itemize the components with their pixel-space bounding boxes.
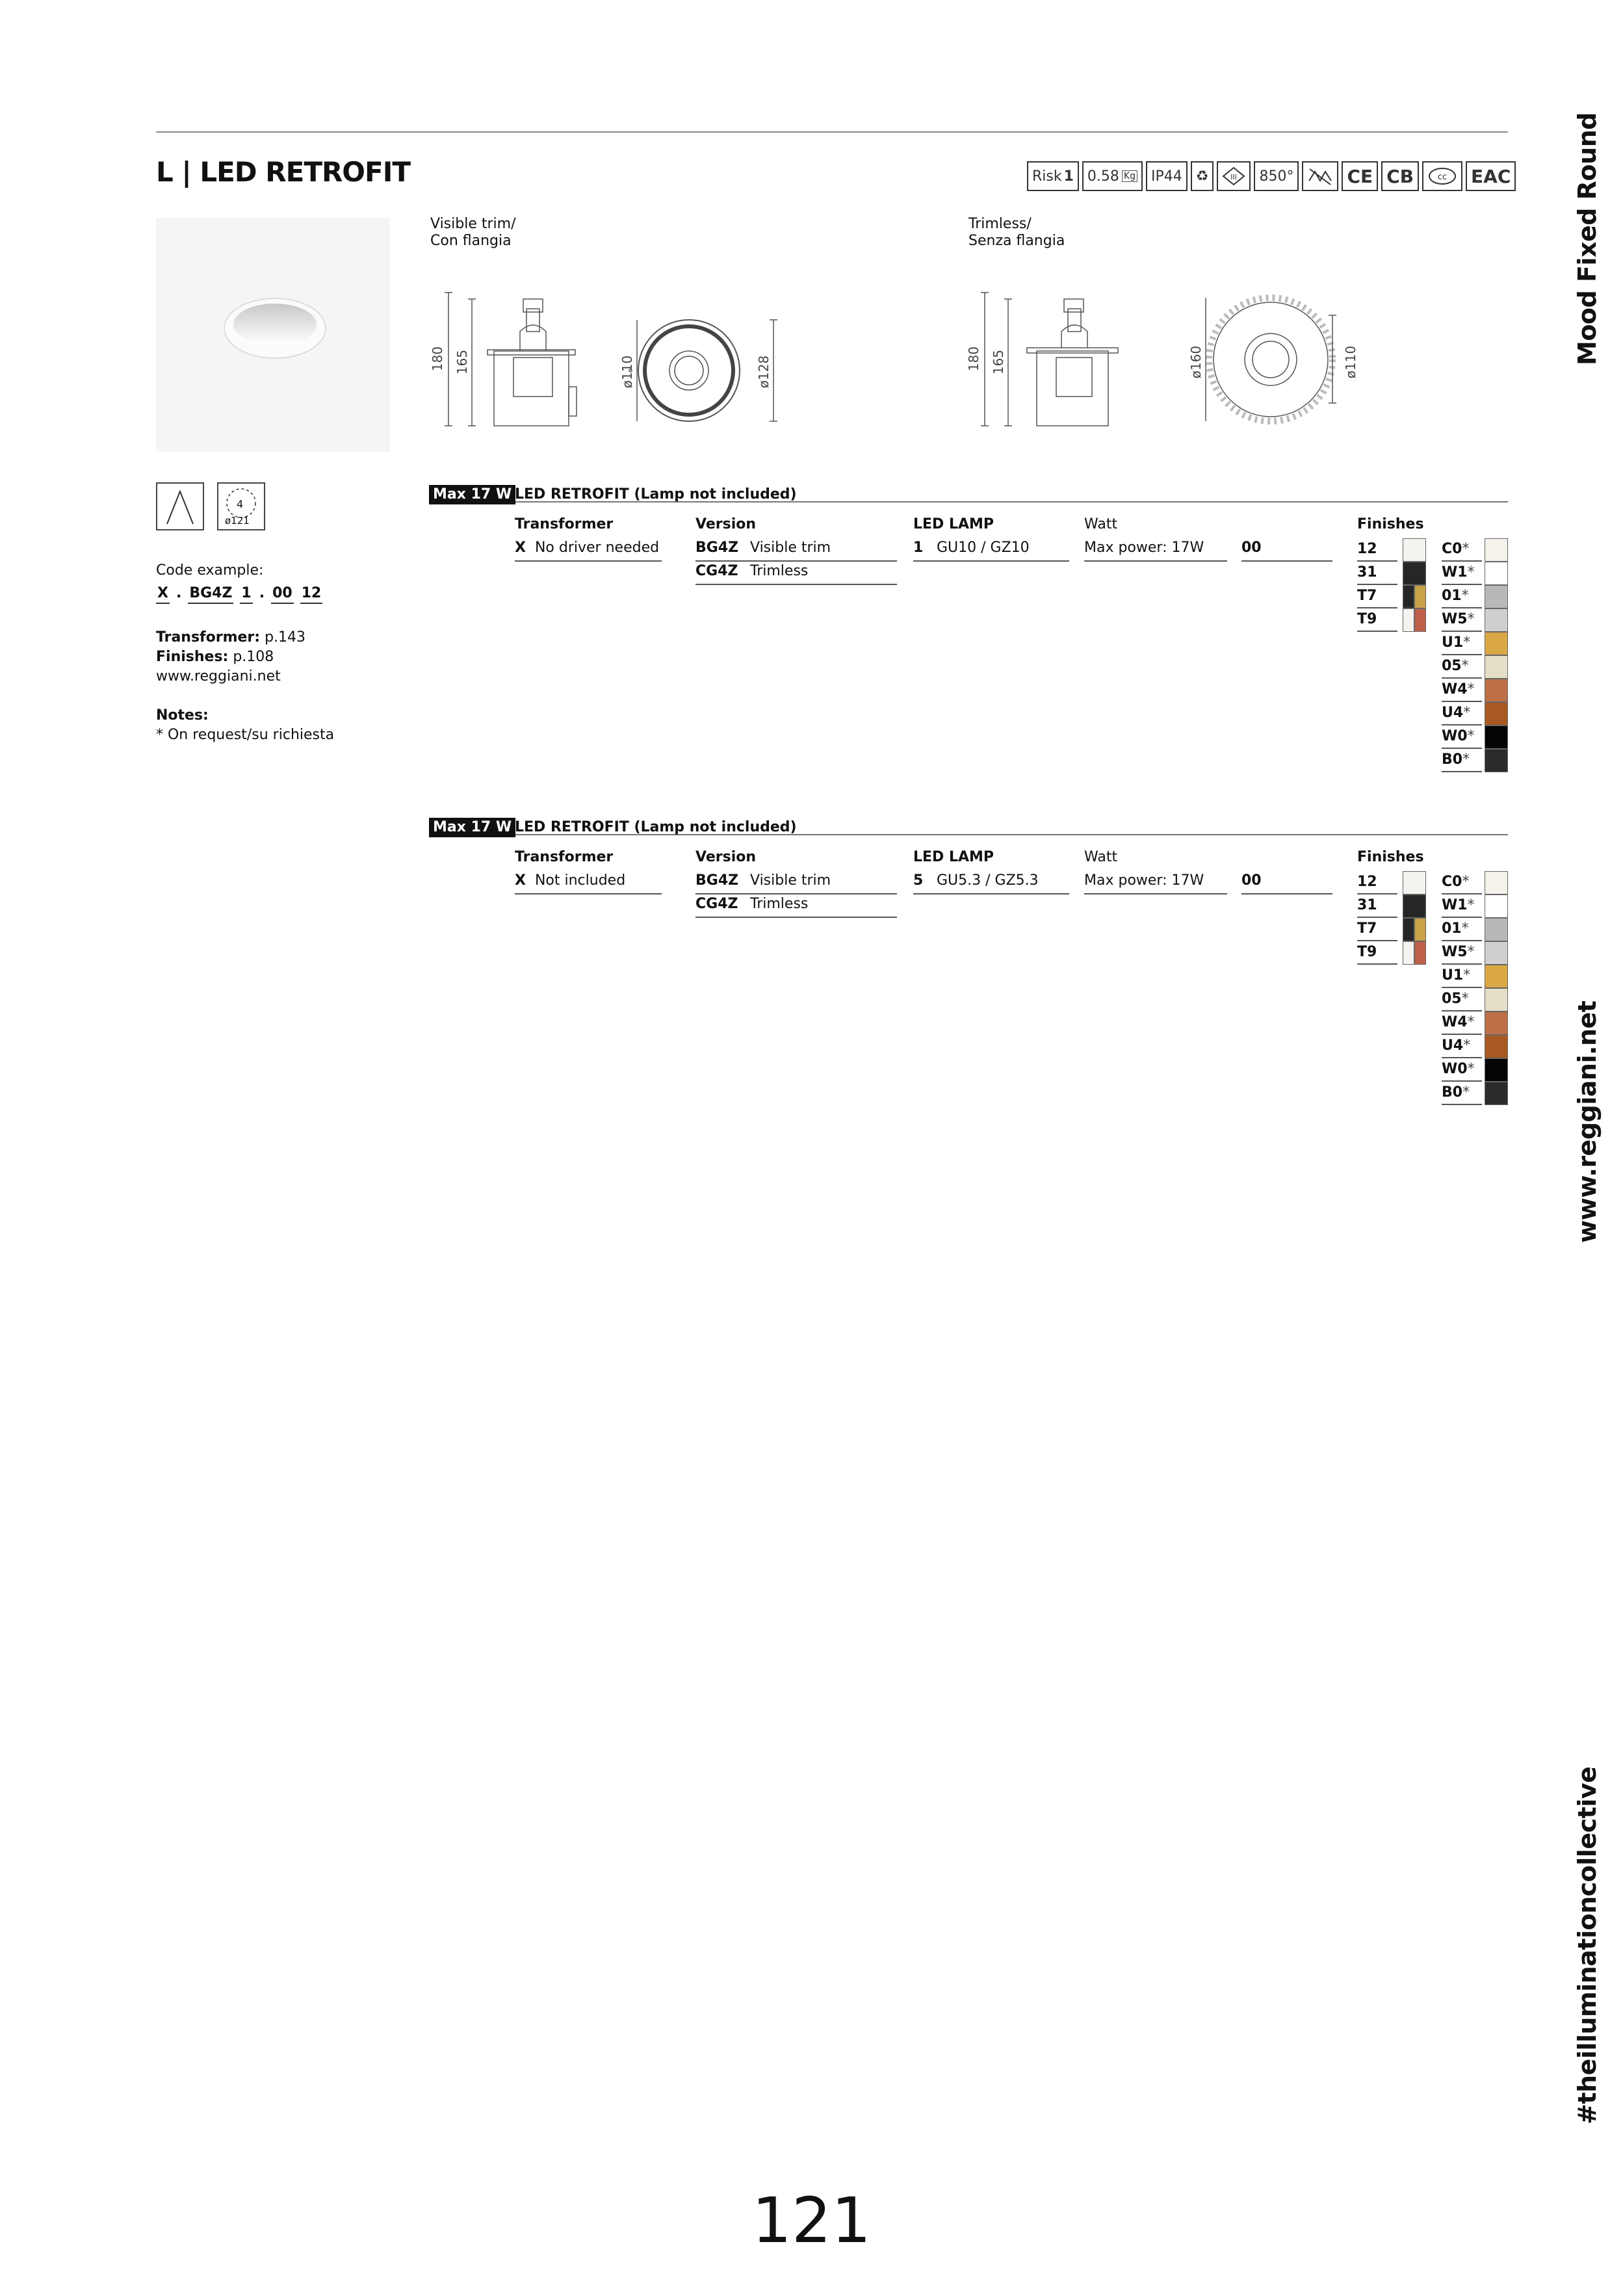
finish-code[interactable]: W1* bbox=[1442, 894, 1482, 918]
finish-code[interactable]: 31 bbox=[1357, 894, 1397, 918]
header-version: Version bbox=[695, 849, 757, 865]
cutout-icon bbox=[217, 482, 265, 530]
dim-height-180: 180 bbox=[430, 346, 446, 372]
finish-code[interactable]: 12 bbox=[1357, 871, 1397, 894]
risk-badge bbox=[1027, 161, 1079, 191]
header-finishes: Finishes bbox=[1357, 516, 1424, 532]
optic-option[interactable]: 00 bbox=[1241, 871, 1332, 894]
code-part-finish: 12 bbox=[300, 585, 323, 604]
finish-swatch bbox=[1485, 965, 1508, 988]
finish-code[interactable]: U1* bbox=[1442, 965, 1482, 988]
finish-code[interactable]: T9 bbox=[1357, 608, 1397, 632]
finish-swatch bbox=[1485, 894, 1508, 918]
beam-angle-icon bbox=[156, 482, 204, 530]
dim-height-165: 165 bbox=[454, 349, 471, 375]
code-part-version: BG4Z bbox=[188, 585, 233, 604]
product-table-1 bbox=[429, 480, 1508, 792]
section-title: LED RETROFIT (Lamp not included) bbox=[515, 819, 797, 835]
header-watt: Watt bbox=[1084, 516, 1118, 532]
risk-value: 1 bbox=[1063, 168, 1074, 185]
drawing-trimless bbox=[959, 280, 1375, 436]
finish-swatch bbox=[1403, 538, 1426, 562]
optic-option[interactable]: 00 bbox=[1241, 538, 1332, 562]
max-watt-badge: Max 17 W bbox=[429, 485, 515, 504]
header-led-lamp: LED LAMP bbox=[913, 516, 994, 532]
finish-swatch bbox=[1485, 562, 1508, 585]
risk-label: Risk bbox=[1032, 168, 1062, 185]
finish-code[interactable]: T7 bbox=[1357, 585, 1397, 608]
dim-height-165-b: 165 bbox=[991, 349, 1007, 375]
watt-value: Max power: 17W bbox=[1084, 871, 1227, 894]
finish-code[interactable]: W5* bbox=[1442, 941, 1482, 965]
finish-swatch bbox=[1485, 725, 1508, 749]
finishes-ref: Finishes: p.108 bbox=[156, 649, 274, 665]
site-vertical[interactable]: www.reggiani.net bbox=[1573, 1000, 1602, 1243]
recycle-icon: ♻ bbox=[1191, 161, 1214, 191]
dim-diameter-110: ø110 bbox=[619, 355, 636, 389]
finish-swatch bbox=[1485, 749, 1508, 772]
svg-text:III: III bbox=[1230, 173, 1238, 181]
ce-mark: CE bbox=[1342, 161, 1378, 191]
finish-swatch bbox=[1485, 702, 1508, 725]
finish-swatch bbox=[1485, 632, 1508, 655]
finish-swatch bbox=[1485, 608, 1508, 632]
version-option[interactable]: BG4Z Visible trim bbox=[695, 538, 897, 562]
cculus-icon bbox=[1422, 161, 1462, 191]
header-version: Version bbox=[695, 516, 757, 532]
finish-swatch bbox=[1403, 585, 1414, 608]
code-part-lamp: 1 bbox=[240, 585, 252, 604]
finish-swatch bbox=[1485, 1058, 1508, 1082]
top-rule bbox=[156, 131, 1508, 133]
section-title: LED RETROFIT (Lamp not included) bbox=[515, 486, 797, 502]
watt-value: Max power: 17W bbox=[1084, 538, 1227, 562]
code-example bbox=[156, 585, 322, 604]
page-number: 121 bbox=[751, 2184, 872, 2257]
transformer-ref: Transformer: p.143 bbox=[156, 629, 306, 646]
finish-code[interactable]: 05* bbox=[1442, 988, 1482, 1011]
notes-text: * On request/su richiesta bbox=[156, 727, 335, 743]
finish-code[interactable]: C0* bbox=[1442, 871, 1482, 894]
website-link[interactable]: www.reggiani.net bbox=[156, 668, 281, 685]
header-transformer: Transformer bbox=[515, 516, 614, 532]
weight-unit: Kg bbox=[1122, 170, 1137, 182]
header-led-lamp: LED LAMP bbox=[913, 849, 994, 865]
finish-code[interactable]: W1* bbox=[1442, 562, 1482, 585]
temperature-badge: 850° bbox=[1254, 161, 1299, 191]
finish-code[interactable]: W0* bbox=[1442, 1058, 1482, 1082]
finish-swatch bbox=[1403, 871, 1426, 894]
finish-swatch bbox=[1485, 679, 1508, 702]
code-dot: . bbox=[259, 585, 265, 601]
no-insulation-icon bbox=[1302, 161, 1338, 191]
header-watt: Watt bbox=[1084, 849, 1118, 865]
visible-trim-label: Visible trim/ Con flangia bbox=[430, 216, 516, 249]
code-dot: . bbox=[175, 585, 182, 601]
dim-diameter-128: ø128 bbox=[756, 355, 772, 389]
page-title: L | LED RETROFIT bbox=[156, 156, 410, 188]
certification-strip bbox=[1027, 161, 1516, 191]
finish-code[interactable]: W4* bbox=[1442, 1011, 1482, 1035]
finish-swatch bbox=[1485, 1011, 1508, 1035]
finish-code[interactable]: C0* bbox=[1442, 538, 1482, 562]
cb-mark: CB bbox=[1381, 161, 1419, 191]
weight-badge bbox=[1082, 161, 1143, 191]
finish-code[interactable]: T9 bbox=[1357, 941, 1397, 965]
finish-swatch-accent bbox=[1414, 918, 1426, 941]
finish-code[interactable]: 12 bbox=[1357, 538, 1397, 562]
finish-code[interactable]: W4* bbox=[1442, 679, 1482, 702]
finish-code[interactable]: T7 bbox=[1357, 918, 1397, 941]
finish-swatch bbox=[1403, 894, 1426, 918]
drawing-visible-trim bbox=[422, 280, 812, 436]
finish-code[interactable]: U4* bbox=[1442, 702, 1482, 725]
finish-swatch bbox=[1485, 1082, 1508, 1105]
finish-code[interactable]: U1* bbox=[1442, 632, 1482, 655]
notes-label: Notes: bbox=[156, 707, 209, 724]
dim-diameter-160: ø160 bbox=[1188, 345, 1204, 379]
finish-code[interactable]: B0* bbox=[1442, 749, 1482, 772]
lamp-option[interactable]: 1 GU10 / GZ10 bbox=[913, 538, 1069, 562]
product-photo bbox=[156, 218, 390, 452]
eac-mark: EAC bbox=[1466, 161, 1516, 191]
transformer-option[interactable]: X Not included bbox=[515, 871, 662, 894]
hashtag-vertical: #theilluminationcollective bbox=[1573, 1766, 1602, 2124]
ip-badge: IP44 bbox=[1146, 161, 1188, 191]
finish-code[interactable]: W0* bbox=[1442, 725, 1482, 749]
dim-diameter-110-b: ø110 bbox=[1343, 345, 1359, 379]
finish-swatch bbox=[1485, 1035, 1508, 1058]
finish-swatch bbox=[1403, 562, 1426, 585]
finish-swatch bbox=[1485, 988, 1508, 1011]
svg-text:cc: cc bbox=[1437, 172, 1448, 182]
finish-swatch bbox=[1485, 585, 1508, 608]
version-option[interactable]: CG4Z Trimless bbox=[695, 562, 897, 585]
finish-swatch bbox=[1403, 918, 1414, 941]
weight-value: 0.58 bbox=[1087, 168, 1119, 185]
code-part-optic: 00 bbox=[271, 585, 294, 604]
version-option[interactable]: BG4Z Visible trim bbox=[695, 871, 897, 894]
finish-swatch bbox=[1485, 538, 1508, 562]
finish-code[interactable]: U4* bbox=[1442, 1035, 1482, 1058]
finish-code[interactable]: 31 bbox=[1357, 562, 1397, 585]
finish-swatch bbox=[1403, 608, 1414, 632]
transformer-option[interactable]: X No driver needed bbox=[515, 538, 662, 562]
finish-code[interactable]: 01* bbox=[1442, 918, 1482, 941]
trimless-label: Trimless/ Senza flangia bbox=[968, 216, 1065, 249]
finish-swatch-accent bbox=[1414, 941, 1426, 965]
dim-height-180-b: 180 bbox=[966, 346, 982, 372]
header-finishes: Finishes bbox=[1357, 849, 1424, 865]
finish-swatch bbox=[1485, 918, 1508, 941]
finish-swatch bbox=[1485, 871, 1508, 894]
product-name-vertical: Mood Fixed Round bbox=[1573, 112, 1602, 365]
header-transformer: Transformer bbox=[515, 849, 614, 865]
finish-swatch-accent bbox=[1414, 608, 1426, 632]
finish-code[interactable]: B0* bbox=[1442, 1082, 1482, 1105]
code-example-label: Code example: bbox=[156, 562, 264, 579]
cutout-num: 4 bbox=[237, 498, 244, 510]
finish-swatch bbox=[1485, 941, 1508, 965]
finish-swatch-accent bbox=[1414, 585, 1426, 608]
version-option[interactable]: CG4Z Trimless bbox=[695, 894, 897, 918]
finish-code[interactable]: 01* bbox=[1442, 585, 1482, 608]
finish-swatch bbox=[1485, 655, 1508, 679]
lamp-option[interactable]: 5 GU5.3 / GZ5.3 bbox=[913, 871, 1069, 894]
product-table-2 bbox=[429, 813, 1508, 1125]
max-watt-badge: Max 17 W bbox=[429, 818, 515, 837]
finish-swatch bbox=[1403, 941, 1414, 965]
finish-code[interactable]: W5* bbox=[1442, 608, 1482, 632]
class-iii-icon bbox=[1217, 161, 1251, 191]
cutout-label: ø121 bbox=[225, 515, 250, 527]
finish-code[interactable]: 05* bbox=[1442, 655, 1482, 679]
code-part-transformer: X bbox=[156, 585, 170, 604]
